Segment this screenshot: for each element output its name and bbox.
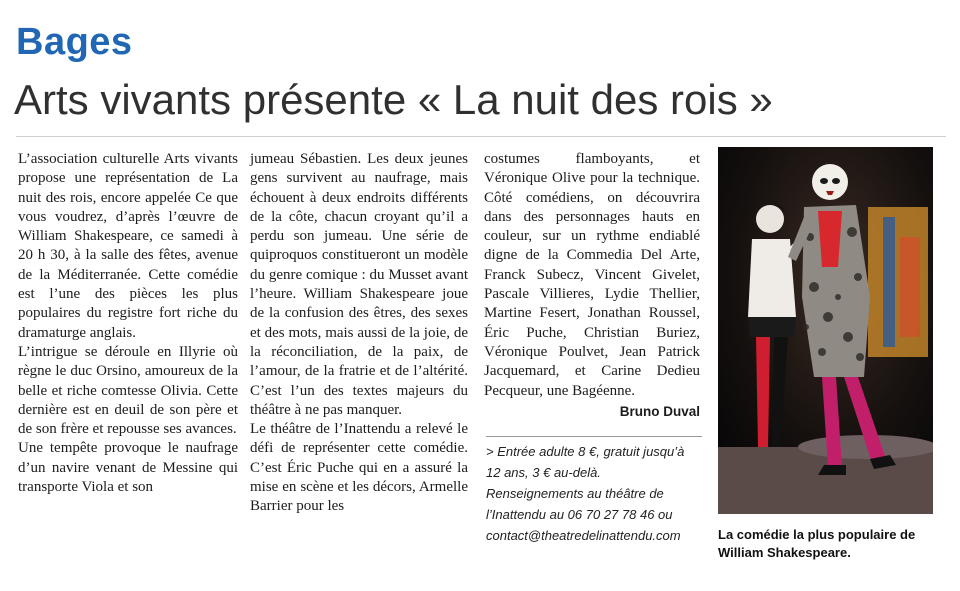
paragraph: Le théâtre de l’Inattendu a relevé le défi de représenter cette comédie. C’est Éric Puche qui en a assuré la mise en scène et les décors, Armelle Barrier pour les: [250, 421, 468, 515]
paragraph: L’association culturelle Arts vivants propose une représentation de La nuit des rois, encore appelée Ce que vous voudrez, d’après l’œuvre de William Shakespeare, ce samedi à 20 h 30, à la salle des fêtes, avenue de la Méditerranée. Cette comédie est l’une des pièces les plus populaires du registre fort riche du dramaturge anglais.: [18, 151, 238, 341]
photo-caption: La comédie la plus populaire de William Shakespeare.: [718, 527, 916, 560]
paragraph: L’intrigue se déroule en Illyrie où règne le duc Orsino, amoureux de la belle et riche comtesse Olivia. Cette dernière est en deuil de son père et de son frère et repousse ses avances.: [18, 343, 238, 438]
paragraph: costumes flamboyants, et Véronique Olive pour la technique. Côté comédiens, on découvrira dans des personnages hauts en couleur, sur un rythme endiablé digne de la Commedia Del Arte, Franck Subecz, Vincent Givelet, Pascale Villieres, Lydie Thellier, Martine Fesert, Jonathan Roussel, Éric Puche, Christian Buriez, Véronique Poulvet, Jean Patrick Jacquemard, et Carine Dedieu Pecqueur, une Bagéenne.: [484, 151, 700, 399]
article-headline: Arts vivants présente « La nuit des rois »: [14, 76, 773, 123]
practical-info-box: > Entrée adulte 8 €, gratuit jusqu’à 12 ans, 3 € au-delà. Renseignements au théâtre de l’Inattendu au 06 70 27 78 46 ou contact@theatredelinattendu.com: [486, 436, 702, 546]
stage-photo-illustration: [718, 147, 933, 514]
article-column-2: [250, 150, 468, 517]
article-column-1: [18, 150, 238, 497]
section-kicker: Bages: [16, 21, 133, 63]
paragraph: jumeau Sébastien. Les deux jeunes gens survivent au naufrage, mais échouent à deux endroits différents de la côte, chacun croyant qu’il a perdu son jumeau. Une série de quiproquos constitueront un modèle du genre comique : du Musset avant l’heure. William Shakespeare joue de la confusion des êtres, des sexes et des mots, mais aussi de la joie, de la réconciliation, de la paix, de l’amour, de la fratrie et de l’altérité. C’est l’un des textes majeurs du théâtre à ne pas manquer.: [250, 151, 468, 418]
stage-photo: [718, 147, 933, 514]
article-column-3: [484, 150, 700, 421]
header-divider: [16, 136, 946, 137]
author-byline: Bruno Duval: [619, 403, 700, 419]
paragraph: Une tempête provoque le naufrage d’un navire venant de Messine qui transporte Viola et son: [18, 440, 238, 496]
